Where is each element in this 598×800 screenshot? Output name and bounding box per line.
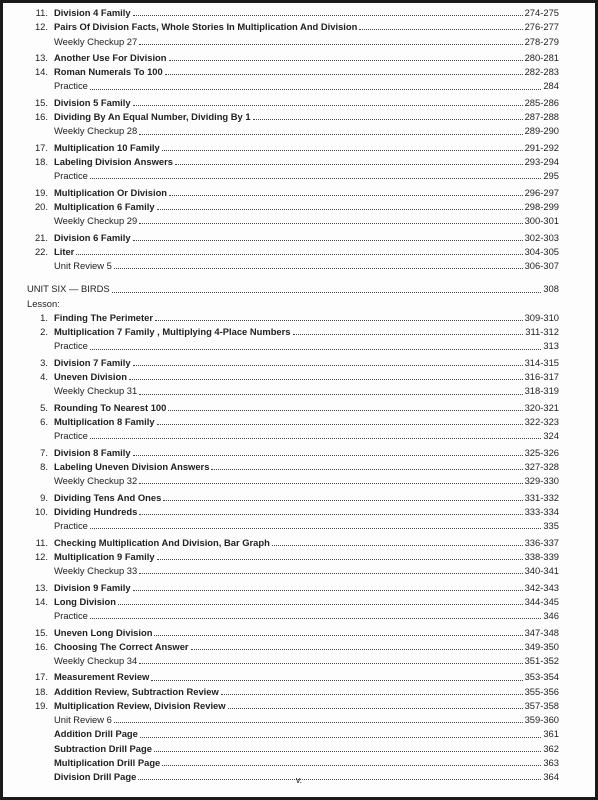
- toc-entry-title: Multiplication 10 Family: [54, 141, 160, 153]
- dot-leader: [221, 693, 523, 695]
- toc-entry-pages: 342-343: [524, 581, 559, 593]
- toc-entry: [27, 384, 559, 398]
- toc-entry-pages: 289-290: [524, 125, 559, 137]
- toc-entry: [27, 356, 559, 370]
- toc-entry-pages: 362: [543, 742, 559, 754]
- toc-entry: [27, 370, 559, 384]
- toc-entry-pages: 331-332: [524, 491, 559, 503]
- toc-entry-title: Another Use For Division: [54, 51, 167, 63]
- toc-entry-pages: 338-339: [524, 550, 559, 562]
- toc-entry-pages: 322-323: [524, 416, 559, 428]
- dot-leader: [90, 177, 541, 179]
- toc-entry: [27, 429, 559, 443]
- toc-entry-title: Multiplication Or Division: [54, 186, 168, 198]
- toc-entry-title: Pairs Of Division Facts, Whole Stories In Multiplication And Division: [54, 21, 358, 33]
- toc-entry: [27, 141, 559, 155]
- toc-entry-pages: 298-299: [524, 201, 559, 212]
- toc-entry-title: Multiplication Drill Page: [54, 756, 161, 768]
- dot-leader: [139, 662, 522, 664]
- toc-entry: [27, 245, 559, 259]
- toc-entry: [27, 297, 559, 311]
- toc-entry: [27, 654, 559, 668]
- toc-entry-title: Practice: [54, 430, 88, 442]
- toc-entry: [27, 415, 559, 429]
- toc-entry-number: 22.: [34, 245, 48, 257]
- dot-leader: [154, 634, 522, 636]
- toc-entry-pages: 284: [543, 80, 559, 92]
- toc-entry: [27, 311, 559, 325]
- toc-entry: [27, 491, 559, 505]
- toc-entry-title: Weekly Checkup 32: [54, 475, 138, 487]
- toc-entry-pages: 355-356: [524, 685, 559, 697]
- toc-entry-title: Roman Numerals To 100: [54, 66, 163, 78]
- toc-entry-title: Lesson:: [27, 297, 60, 309]
- dot-leader: [112, 291, 542, 293]
- dot-leader: [151, 679, 522, 681]
- toc-entry-title: Weekly Checkup 29: [54, 215, 138, 227]
- toc-entry-title: Dividing Tens And Ones: [54, 491, 162, 503]
- toc-entry-title: Division Drill Page: [54, 771, 137, 783]
- toc-entry: [27, 325, 559, 339]
- toc-entry-title: Division 9 Family: [54, 581, 131, 593]
- toc-entry-pages: 327-328: [524, 461, 559, 472]
- toc-entry-pages: 320-321: [524, 401, 559, 413]
- toc-entry-title: Weekly Checkup 33: [54, 565, 138, 577]
- toc-entry-pages: 308: [543, 283, 559, 295]
- toc-entry-number: 14.: [34, 595, 48, 607]
- toc-entry: [27, 51, 559, 65]
- dot-leader: [169, 59, 523, 61]
- toc-entry-title: Weekly Checkup 27: [54, 35, 138, 47]
- toc-entry-title: Practice: [54, 520, 88, 532]
- dot-leader: [140, 736, 541, 738]
- toc-entry-pages: 274-275: [524, 7, 559, 18]
- toc-entry-title: Rounding To Nearest 100: [54, 401, 167, 413]
- toc-entry: [27, 6, 559, 20]
- toc-entry-pages: 336-337: [524, 536, 559, 548]
- toc-entry-title: Checking Multiplication And Division, Bar Graph: [54, 536, 270, 548]
- dot-leader: [191, 648, 523, 650]
- toc-entry: [27, 124, 559, 138]
- toc-entry-pages: 276-277: [524, 21, 559, 33]
- toc-entry: [27, 536, 559, 550]
- toc-entry: [27, 727, 559, 741]
- toc-entry-number: 12.: [34, 21, 48, 33]
- toc-entry: [27, 564, 559, 578]
- toc-entry-title: Subtraction Drill Page: [54, 742, 152, 754]
- toc-entry: [27, 282, 559, 296]
- toc-entry: [27, 339, 559, 353]
- toc-entry-title: Practice: [54, 80, 88, 92]
- toc-entry: [27, 595, 559, 609]
- dot-leader: [133, 364, 523, 366]
- toc-entry: [27, 670, 559, 684]
- toc-entry-pages: 344-345: [524, 595, 559, 607]
- toc-entry: [27, 474, 559, 488]
- toc-entry-number: 8.: [40, 461, 48, 472]
- dot-leader: [114, 721, 523, 723]
- toc-entry: [27, 626, 559, 640]
- toc-entry: [27, 79, 559, 93]
- toc-entry-pages: 364: [543, 771, 559, 783]
- dot-leader: [175, 163, 523, 165]
- toc-entry-number: 6.: [40, 416, 48, 428]
- toc-entry-title: Division 6 Family: [54, 231, 131, 243]
- toc-entry: [27, 20, 559, 34]
- dot-leader: [133, 239, 523, 241]
- toc-entry: [27, 200, 559, 214]
- toc-entry-pages: 278-279: [524, 35, 559, 47]
- dot-leader: [133, 14, 523, 16]
- toc-entry-pages: 285-286: [524, 96, 559, 108]
- dot-leader: [157, 208, 523, 210]
- toc-entry-number: 20.: [34, 201, 48, 212]
- toc-entry-title: UNIT SIX — BIRDS: [27, 283, 110, 295]
- toc-entry-pages: 309-310: [524, 311, 559, 323]
- toc-entry-title: Addition Review, Subtraction Review: [54, 685, 219, 697]
- dot-leader: [272, 544, 523, 546]
- toc-entry-title: Unit Review 6: [54, 714, 112, 726]
- dot-leader: [293, 333, 524, 335]
- toc-entry-title: Multiplication 7 Family , Multiplying 4-Place Numbers: [54, 326, 291, 338]
- dot-leader: [228, 707, 523, 709]
- toc-entry-number: 19.: [34, 186, 48, 198]
- dot-leader: [76, 253, 522, 255]
- dot-leader: [114, 267, 523, 269]
- toc-entry: [27, 685, 559, 699]
- toc-entry-pages: 361: [543, 728, 559, 740]
- toc-entry-pages: 316-317: [524, 371, 559, 383]
- dot-leader: [154, 750, 541, 752]
- toc-entry-number: 17.: [34, 671, 48, 683]
- toc-entry-title: Multiplication 8 Family: [54, 416, 155, 428]
- dot-leader: [139, 572, 522, 574]
- toc-entry-pages: 300-301: [524, 215, 559, 227]
- toc-entry-number: 18.: [34, 156, 48, 168]
- toc-entry-pages: 295: [543, 170, 559, 182]
- toc-entry-number: 11.: [35, 536, 48, 548]
- toc-entry-title: Addition Drill Page: [54, 728, 138, 740]
- toc-entry-pages: 318-319: [524, 385, 559, 397]
- toc-entry-number: 9.: [40, 491, 48, 503]
- toc-entry: [27, 756, 559, 770]
- toc-entry: [27, 699, 559, 713]
- toc-entry-title: Multiplication 9 Family: [54, 550, 155, 562]
- page-number: v.: [295, 775, 303, 785]
- dot-leader: [253, 118, 523, 120]
- toc-entry: [27, 259, 559, 273]
- toc-entry: [27, 609, 559, 623]
- toc-entry-number: 16.: [34, 640, 48, 652]
- toc-entry-pages: 351-352: [524, 655, 559, 666]
- toc-entry-title: Choosing The Correct Answer: [54, 640, 189, 652]
- dot-leader: [139, 393, 522, 395]
- toc-entry: [27, 550, 559, 564]
- toc-entry: [27, 110, 559, 124]
- toc-entry-title: Weekly Checkup 31: [54, 385, 138, 397]
- dot-leader: [168, 409, 522, 411]
- toc-entry-pages: 335: [543, 520, 559, 532]
- toc-entry-number: 12.: [34, 550, 48, 562]
- toc-entry-pages: 293-294: [524, 156, 559, 168]
- toc-entry-pages: 359-360: [524, 714, 559, 726]
- dot-leader: [133, 589, 523, 591]
- toc-entry-pages: 357-358: [524, 699, 559, 711]
- toc-entry-title: Division 4 Family: [54, 7, 131, 18]
- toc-entry-number: 14.: [34, 66, 48, 78]
- toc-entry-number: 13.: [34, 581, 48, 593]
- toc-entry-pages: 333-334: [524, 505, 559, 517]
- toc-entry-number: 4.: [40, 371, 48, 383]
- toc-entry-pages: 311-312: [525, 326, 559, 338]
- toc-entry-title: Labeling Division Answers: [54, 156, 173, 168]
- toc-entry-title: Uneven Long Division: [54, 626, 153, 638]
- toc-entry: [27, 65, 559, 79]
- toc-entry-pages: 325-326: [524, 446, 559, 458]
- toc-entry: [27, 713, 559, 727]
- dot-leader: [155, 319, 523, 321]
- toc-entry-title: Practice: [54, 170, 88, 182]
- toc-entry-number: 15.: [34, 626, 48, 638]
- toc-entry-number: 21.: [34, 231, 48, 243]
- toc-entry: [27, 505, 559, 519]
- toc-entry: [27, 519, 559, 533]
- toc-entry-number: 3.: [40, 356, 48, 368]
- toc-entry-pages: 324: [543, 430, 559, 442]
- toc-entry-number: 13.: [34, 51, 48, 63]
- toc-entry-pages: 329-330: [524, 475, 559, 487]
- dot-leader: [157, 558, 523, 560]
- dot-leader: [139, 482, 522, 484]
- toc-entry: [27, 742, 559, 756]
- toc-entry: [27, 460, 559, 474]
- toc-entry-number: 7.: [40, 446, 48, 458]
- toc-entry-title: Division 5 Family: [54, 96, 131, 108]
- toc-entry-number: 18.: [34, 685, 48, 697]
- dot-leader: [139, 222, 522, 224]
- toc-entry: [27, 186, 559, 200]
- toc-entry-title: Multiplication 6 Family: [54, 201, 155, 212]
- dot-leader: [163, 499, 522, 501]
- dot-leader: [118, 603, 523, 605]
- toc-entry-title: Long Division: [54, 595, 116, 607]
- toc-entry: [27, 169, 559, 183]
- dot-leader: [90, 527, 541, 529]
- table-of-contents: [27, 6, 559, 784]
- toc-entry-number: 17.: [34, 141, 48, 153]
- toc-entry: [27, 231, 559, 245]
- toc-entry-pages: 313: [543, 340, 559, 352]
- toc-entry-title: Uneven Division: [54, 371, 127, 383]
- dot-leader: [359, 28, 522, 30]
- toc-entry-pages: 363: [543, 756, 559, 768]
- toc-entry-title: Practice: [54, 340, 88, 352]
- toc-entry-title: Multiplication Review, Division Review: [54, 699, 226, 711]
- toc-entry-title: Division 8 Family: [54, 446, 131, 458]
- toc-entry-number: 10.: [34, 505, 48, 517]
- toc-entry-title: Labeling Uneven Division Answers: [54, 461, 210, 472]
- dot-leader: [162, 764, 541, 766]
- toc-entry-number: 15.: [34, 96, 48, 108]
- toc-entry-title: Measurement Review: [54, 671, 150, 683]
- dot-leader: [90, 348, 541, 350]
- toc-entry: [27, 155, 559, 169]
- dot-leader: [162, 149, 523, 151]
- dot-leader: [90, 437, 541, 439]
- toc-entry-pages: 287-288: [524, 111, 559, 123]
- toc-entry-pages: 282-283: [524, 66, 559, 78]
- toc-entry-number: 2.: [40, 326, 48, 338]
- toc-entry-pages: 306-307: [524, 260, 559, 272]
- toc-entry-number: 11.: [35, 7, 48, 18]
- dot-leader: [133, 454, 523, 456]
- toc-entry-title: Weekly Checkup 34: [54, 655, 138, 666]
- dot-leader: [90, 88, 541, 90]
- toc-entry-title: Unit Review 5: [54, 260, 112, 272]
- toc-entry-pages: 314-315: [524, 356, 559, 368]
- toc-entry-pages: 304-305: [524, 245, 559, 257]
- toc-entry-title: Weekly Checkup 28: [54, 125, 138, 137]
- dot-leader: [139, 133, 522, 135]
- toc-entry-pages: 296-297: [524, 186, 559, 198]
- toc-entry-pages: 349-350: [524, 640, 559, 652]
- toc-entry-title: Dividing By An Equal Number, Dividing By 1: [54, 111, 251, 123]
- dot-leader: [133, 104, 523, 106]
- toc-entry: [27, 581, 559, 595]
- toc-entry-title: Dividing Hundreds: [54, 505, 138, 517]
- toc-entry-pages: 346: [543, 610, 559, 622]
- dot-leader: [139, 43, 522, 45]
- toc-entry-number: 16.: [34, 111, 48, 123]
- dot-leader: [211, 468, 522, 470]
- dot-leader: [139, 513, 522, 515]
- toc-entry-pages: 340-341: [524, 565, 559, 577]
- toc-entry: [27, 214, 559, 228]
- toc-entry: [27, 35, 559, 49]
- toc-entry-pages: 291-292: [524, 141, 559, 153]
- toc-entry: [27, 96, 559, 110]
- dot-leader: [129, 378, 523, 380]
- dot-leader: [169, 194, 523, 196]
- toc-entry-number: 5.: [40, 401, 48, 413]
- toc-entry-title: Liter: [54, 245, 75, 257]
- toc-entry: [27, 640, 559, 654]
- toc-entry-number: 19.: [34, 699, 48, 711]
- toc-entry-title: Finding The Perimeter: [54, 311, 153, 323]
- dot-leader: [165, 73, 523, 75]
- toc-entry: [27, 446, 559, 460]
- toc-entry-pages: 353-354: [524, 671, 559, 683]
- toc-entry-pages: 280-281: [524, 51, 559, 63]
- toc-entry: [27, 401, 559, 415]
- dot-leader: [157, 423, 523, 425]
- toc-entry-number: 1.: [40, 311, 48, 323]
- dot-leader: [90, 617, 541, 619]
- toc-entry-title: Division 7 Family: [54, 356, 131, 368]
- toc-entry-pages: 302-303: [524, 231, 559, 243]
- toc-entry-pages: 347-348: [524, 626, 559, 638]
- toc-entry-title: Practice: [54, 610, 88, 622]
